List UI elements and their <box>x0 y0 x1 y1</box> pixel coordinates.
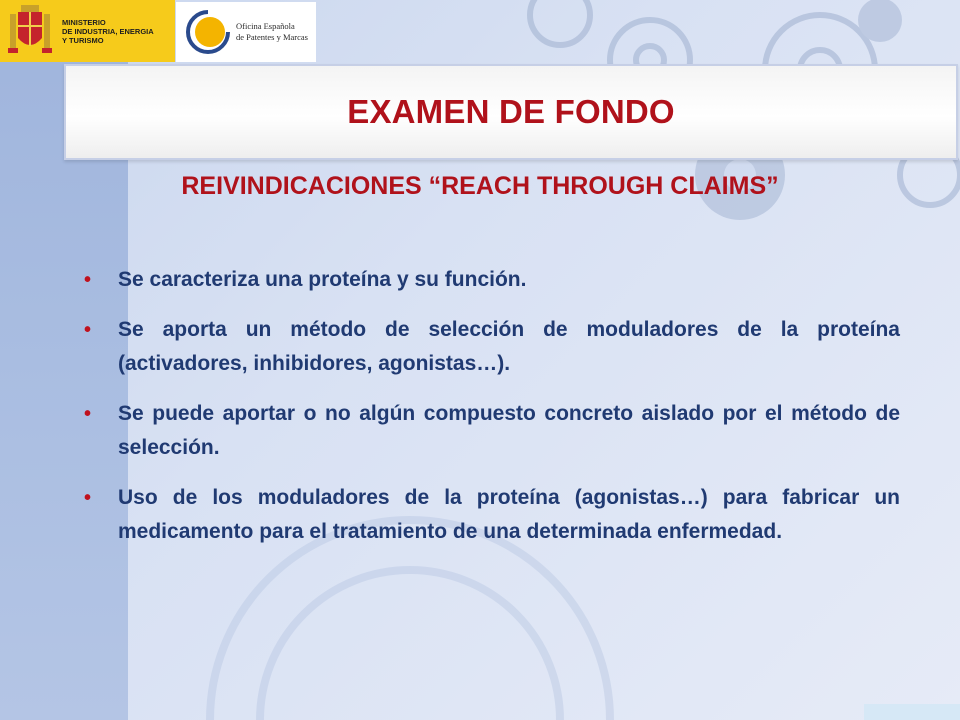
bullet-icon: • <box>84 269 92 291</box>
coat-of-arms-icon <box>6 4 54 58</box>
bullet-text: Se puede aportar o no algún compuesto concreto aislado por el método de selección. <box>118 402 900 459</box>
bullet-text: Se caracteriza una proteína y su función. <box>118 268 527 291</box>
bullet-item <box>80 313 900 381</box>
slide-title: EXAMEN DE FONDO <box>347 93 675 130</box>
oepm-sun-icon <box>186 10 230 54</box>
bullet-list <box>80 263 900 565</box>
oepm-logo <box>176 2 316 62</box>
bullet-item <box>80 397 900 465</box>
bullet-icon: • <box>84 487 92 509</box>
ministerio-logo <box>0 0 175 62</box>
bullet-text: Se aporta un método de selección de moduladores de la proteína (activadores, inhibidores, agonistas…). <box>118 318 900 375</box>
bullet-item <box>80 481 900 549</box>
bullet-icon: • <box>84 319 92 341</box>
bullet-text: Uso de los moduladores de la proteína (agonistas…) para fabricar un medicamento para el tratamiento de una determinada enfermedad. <box>118 486 900 543</box>
title-box <box>64 64 958 160</box>
oepm-label: Oficina Española de Patentes y Marcas <box>236 21 308 42</box>
corner-bar-decoration <box>864 704 960 720</box>
bullet-item <box>80 263 900 297</box>
bullet-icon: • <box>84 403 92 425</box>
slide-subtitle: REIVINDICACIONES “REACH THROUGH CLAIMS” <box>181 172 779 200</box>
ministerio-label: MINISTERIO DE INDUSTRIA, ENERGIA Y TURISMO <box>62 17 154 45</box>
